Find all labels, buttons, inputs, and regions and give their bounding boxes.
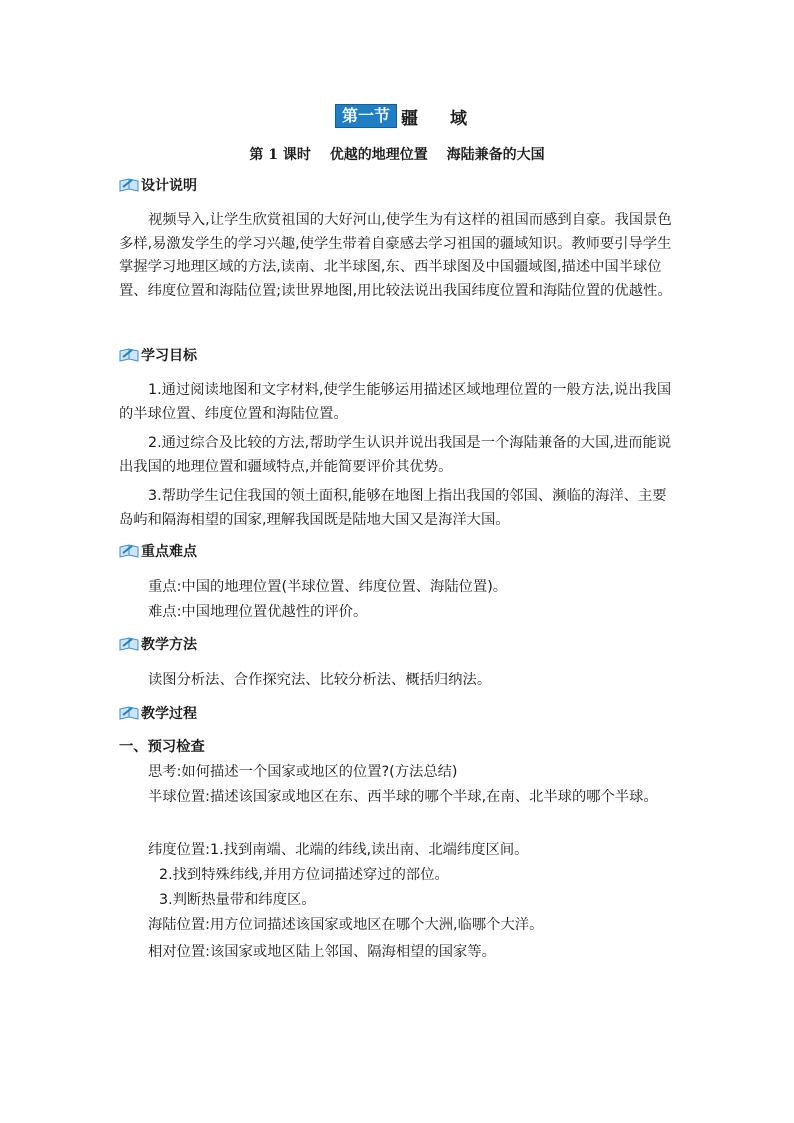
book-pen-icon (119, 177, 139, 193)
lesson-subtitle (0, 144, 794, 164)
book-pen-icon (119, 347, 139, 363)
difficult-point-text: 难点:中国地理位置优越性的评价。 (148, 604, 368, 620)
methods-text: 读图分析法、合作探究法、比较分析法、概括归纳法。 (148, 672, 492, 688)
book-pen-icon (119, 543, 139, 559)
heading-process-label: 教学过程 (141, 706, 197, 722)
heading-key-points-label: 重点难点 (141, 544, 197, 560)
title-row (0, 103, 794, 129)
heading-objectives (119, 344, 197, 366)
heading-key-points (119, 540, 197, 562)
sub-heading-preview: 一、预习检查 (119, 739, 205, 755)
lesson-topic-2: 海陆兼备的大国 (446, 147, 545, 163)
section-badge: 第一节 (335, 104, 397, 128)
objective-item: 2.通过综合及比较的方法,帮助学生认识并说出我国是一个海陆兼备的大国,进而能说出我国的地理位置和疆域特点,并能简要评价其优势。 (119, 435, 672, 475)
lesson-number: 第 1 课时 (249, 147, 311, 163)
heading-design (119, 174, 197, 196)
heading-methods (119, 633, 197, 655)
objective-item: 1.通过阅读地图和文字材料,使学生能够运用描述区域地理位置的一般方法,说出我国的半球位置、纬度位置和海陆位置。 (119, 382, 672, 422)
book-pen-icon (119, 636, 139, 652)
heading-objectives-label: 学习目标 (141, 348, 197, 364)
lesson-topic-1: 优越的地理位置 (329, 147, 428, 163)
heading-process (119, 702, 197, 724)
hemisphere-text: 半球位置:描述该国家或地区在东、西半球的哪个半球,在南、北半球的哪个半球。 (148, 789, 658, 805)
latitude-step-3: 3.判断热量带和纬度区。 (159, 892, 316, 908)
heading-design-label: 设计说明 (141, 178, 197, 194)
key-point-text: 重点:中国的地理位置(半球位置、纬度位置、海陆位置)。 (148, 579, 508, 595)
sea-land-text: 海陆位置:用方位词描述该国家或地区在哪个大洲,临哪个大洋。 (148, 917, 544, 933)
think-text: 思考:如何描述一个国家或地区的位置?(方法总结) (148, 764, 458, 780)
design-paragraph: 视频导入,让学生欣赏祖国的大好河山,使学生为有这样的祖国而感到自豪。我国景色多样,易激发学生的学习兴趣,使学生带着自豪感去学习祖国的疆域知识。教师要引导学生掌握学习地理区域的方法,读南、北半球图,东、西半球图及中国疆域图,描述中国半球位置、纬度位置和海陆位置;读世界地图,用比较法说出我国纬度位置和海陆位置的优越性。 (119, 212, 672, 299)
heading-methods-label: 教学方法 (141, 637, 197, 653)
relative-position-text: 相对位置:该国家或地区陆上邻国、隔海相望的国家等。 (148, 944, 496, 960)
latitude-step-2: 2.找到特殊纬线,并用方位词描述穿过的部位。 (159, 867, 449, 883)
objective-item: 3.帮助学生记住我国的领土面积,能够在地图上指出我国的邻国、濒临的海洋、主要岛屿和隔海相望的国家,理解我国既是陆地大国又是海洋大国。 (119, 488, 667, 528)
page-title: 疆域 (401, 108, 499, 129)
book-pen-icon (119, 705, 139, 721)
latitude-step-1: 纬度位置:1.找到南端、北端的纬线,读出南、北端纬度区间。 (148, 842, 529, 858)
